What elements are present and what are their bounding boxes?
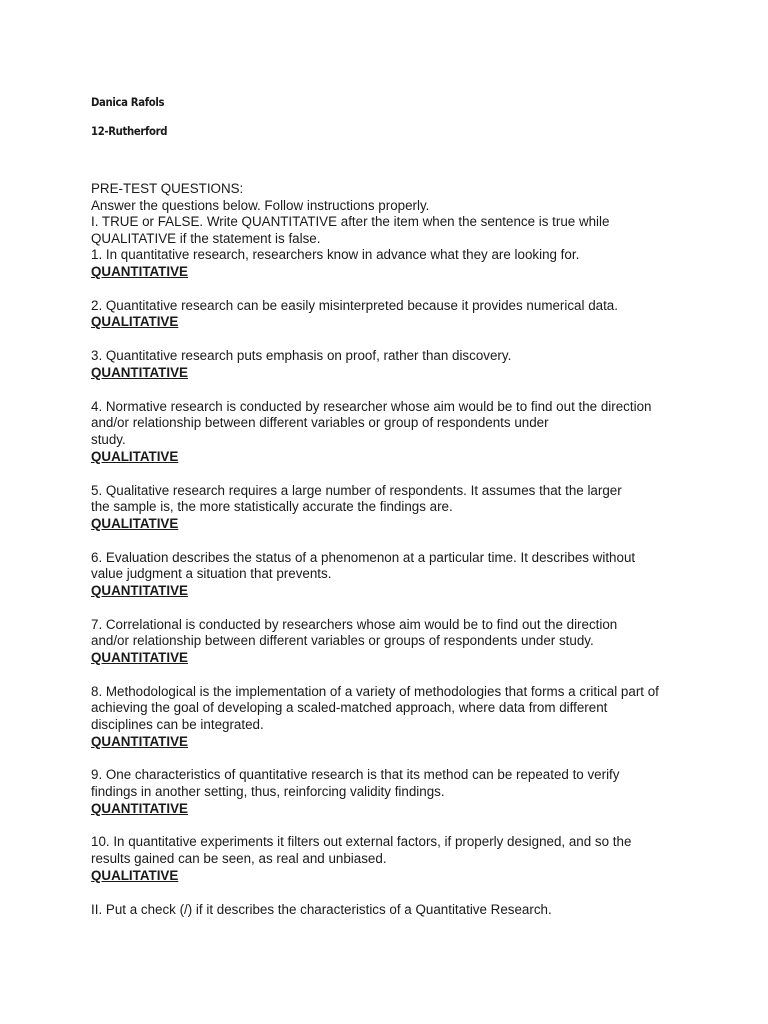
part-two-instruction: II. Put a check (/) if it describes the characteristics of a Quantitative Research. (91, 901, 552, 917)
question-text: 2. Quantitative research can be easily misinterpreted because it provides numerical data. (91, 297, 618, 313)
question-text: findings in another setting, thus, reinforcing validity findings. (91, 784, 445, 799)
question-text: 8. Methodological is the implementation of a variety of methodologies that forms a critical part of (91, 683, 659, 699)
question-answer: QUANTITATIVE (91, 364, 188, 380)
worksheet-body (91, 181, 691, 918)
question-text: 4. Normative research is conducted by researcher whose aim would be to find out the direction (91, 398, 652, 414)
question-text: 1. In quantitative research, researchers know in advance what they are looking for. (91, 247, 580, 263)
question-answer: QUANTITATIVE (91, 582, 188, 598)
question-text: and/or relationship between different variables or group of respondents under (91, 415, 549, 431)
student-section: 12-Rutherford (91, 124, 168, 138)
general-instruction: Answer the questions below. Follow instructions properly. (91, 197, 430, 213)
question-answer: QUALITATIVE (91, 515, 179, 531)
question-text: 10. In quantitative experiments it filters out external factors, if properly designed, and so the (91, 834, 632, 850)
question-text: disciplines can be integrated. (91, 716, 264, 732)
spacer (91, 532, 691, 549)
question-item (91, 617, 691, 684)
spacer (91, 817, 691, 834)
question-text: 7. Correlational is conducted by researchers whose aim would be to find out the direction (91, 616, 618, 632)
spacer (91, 465, 691, 482)
question-answer: QUANTITATIVE (91, 800, 188, 816)
question-answer: QUANTITATIVE (91, 733, 188, 749)
question-item (91, 348, 691, 398)
spacer (91, 382, 691, 399)
question-item (91, 483, 691, 550)
question-list (91, 247, 691, 901)
question-item (91, 298, 691, 348)
question-item (91, 767, 691, 834)
part-one-instruction-line-1: I. TRUE or FALSE. Write QUANTITATIVE after the item when the sentence is true while (91, 214, 610, 230)
question-answer: QUALITATIVE (91, 867, 179, 883)
question-text: 6. Evaluation describes the status of a phenomenon at a particular time. It describes without (91, 549, 636, 565)
spacer (91, 750, 691, 767)
question-answer: QUANTITATIVE (91, 649, 188, 665)
spacer (91, 666, 691, 683)
question-answer: QUALITATIVE (91, 314, 179, 330)
question-answer: QUANTITATIVE (91, 263, 188, 279)
question-text: value judgment a situation that prevents. (91, 566, 332, 582)
question-item (91, 399, 691, 483)
pretest-title: PRE-TEST QUESTIONS: (91, 181, 244, 196)
spacer (91, 884, 691, 901)
question-item (91, 550, 691, 617)
question-text: 9. One characteristics of quantitative research is that its method can be repeated to verify (91, 767, 620, 783)
spacer (91, 281, 691, 298)
question-text: results gained can be seen, as real and unbiased. (91, 851, 387, 867)
question-text: the sample is, the more statistically accurate the findings are. (91, 499, 453, 515)
question-item (91, 834, 691, 901)
spacer (91, 331, 691, 348)
question-item (91, 247, 691, 297)
question-text: 3. Quantitative research puts emphasis on proof, rather than discovery. (91, 348, 512, 364)
student-name: Danica Rafols (91, 95, 165, 109)
question-text: and/or relationship between different variables or groups of respondents under study. (91, 633, 594, 649)
spacer (91, 599, 691, 616)
question-text: study. (91, 432, 126, 448)
question-text: 5. Qualitative research requires a large number of respondents. It assumes that the larger (91, 482, 622, 498)
question-answer: QUALITATIVE (91, 448, 179, 464)
question-text: achieving the goal of developing a scaled-matched approach, where data from different (91, 700, 608, 716)
part-one-instruction-line-2: QUALITATIVE if the statement is false. (91, 230, 321, 246)
question-item (91, 684, 691, 768)
